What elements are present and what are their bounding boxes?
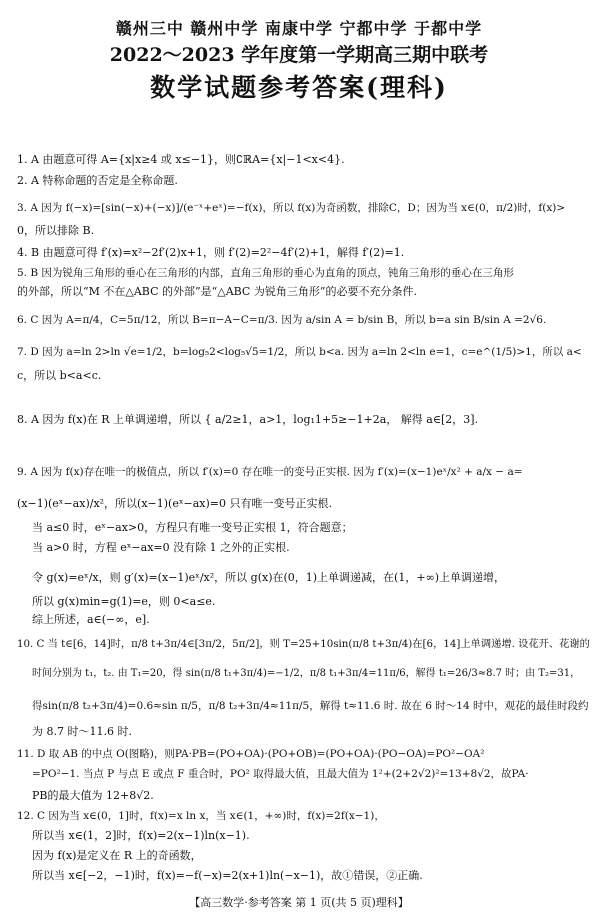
answer-line: 0，所以排除 B. (17, 224, 95, 237)
answer-line: 当 a>0 时，方程 eˣ−ax=0 没有除 1 之外的正实根. (32, 541, 290, 554)
answer-line: 因为 f(x)是定义在 R 上的奇函数， (32, 849, 202, 862)
answer-line: 5. B 因为锐角三角形的垂心在三角形的内部，直角三角形的垂心为直角的顶点，钝角三角形的垂心在三角形 (17, 267, 514, 279)
answer-line: 的外部，所以“M 不在△ABC 的外部”是“△ABC 为锐角三角形”的必要不充分条件. (17, 285, 417, 298)
answer-line: (x−1)(eˣ−ax)/x²，所以(x−1)(eˣ−ax)=0 只有唯一变号正实根. (17, 497, 332, 510)
answer-line: 2. A 特称命题的否定是全称命题. (17, 174, 178, 187)
answer-line: 11. D 取 AB 的中点 O(图略)，则PA·PB=(PO+OA)·(PO+OB)=(PO+OA)·(PO−OA)=PO²−OA² (17, 748, 485, 760)
answer-line: 7. D 因为 a=ln 2>ln √e=1/2，b=log₅2<log₅√5=1/2，所以 b<a. 因为 a=ln 2<ln e=1，c=e^(1/5)>1，所以 a< (17, 346, 582, 358)
answer-line: 当 a≤0 时，eˣ−ax>0，方程只有唯一变号正实根 1，符合题意； (32, 521, 353, 534)
answer-line: 10. C 当 t∈[6，14]时，π/8 t+3π/4∈[3π/2，5π/2]，则 T=25+10sin(π/8 t+3π/4)在[6，14]上单调递增. 设花开、花谢的 (17, 638, 590, 650)
answer-line: 综上所述，a∈(−∞，e]. (32, 613, 150, 626)
answer-line: 1. A 由题意可得 A={x|x≥4 或 x≤−1}，则∁ℝA={x|−1<x<4}. (17, 153, 345, 166)
answer-line: 9. A 因为 f(x)存在唯一的极值点，所以 f′(x)=0 存在唯一的变号正实根. 因为 f′(x)=(x−1)eˣ/x² + a/x − a= (17, 466, 523, 478)
answer-line: 时间分别为 t₁，t₂. 由 T₁=20，得 sin(π/8 t₁+3π/4)=−1/2，π/8 t₁+3π/4=11π/6，解得 t₁=26/3≈8.7 时；由 T₂=31， (32, 668, 581, 679)
page-footer: 【高三数学·参考答案 第 1 页(共 5 页)理科】 (189, 896, 409, 909)
answer-line: 6. C 因为 A=π/4，C=5π/12，所以 B=π−A−C=π/3. 因为 a/sin A = b/sin B，所以 b=a sin B/sin A =2√6. (17, 314, 547, 326)
answer-line: 8. A 因为 f(x)在 R 上单调递增，所以 { a/2≥1，a>1，log₁1+5≥−1+2a， 解得 a∈[2，3]. (17, 413, 479, 426)
answer-line: 4. B 由题意可得 f′(x)=x²−2f′(2)x+1，则 f′(2)=2²−4f′(2)+1，解得 f′(2)=1. (17, 246, 405, 259)
answer-line: PB的最大值为 12+8√2. (32, 789, 154, 802)
answer-line: 3. A 因为 f(−x)=[sin(−x)+(−x)]/(e⁻ˣ+eˣ)=−f(x)，所以 f(x)为奇函数，排除C，D；因为当 x∈(0，π/2)时，f(x)> (17, 202, 566, 214)
exam-title: 2022～2023 学年度第一学期高三期中联考 (109, 44, 489, 66)
answer-line: 12. C 因为当 x∈(0，1]时，f(x)=x ln x，当 x∈(1，+∞)时，f(x)=2f(x−1)， (17, 810, 385, 822)
answer-line: 为 8.7 时～11.6 时. (32, 725, 132, 738)
answer-line: 所以 g(x)min=g(1)=e，则 0<a≤e. (32, 595, 216, 608)
answer-line: 令 g(x)=eˣ/x，则 g′(x)=(x−1)eˣ/x²，所以 g(x)在(0，1)上单调递减，在(1，+∞)上单调递增， (32, 571, 506, 584)
answer-line: c，所以 b<a<c. (17, 369, 102, 382)
school-list: 赣州三中 赣州中学 南康中学 宁都中学 于都中学 (115, 19, 483, 38)
answer-line: =PO²−1. 当点 P 与点 E 或点 F 重合时，PO² 取得最大值，且最大值为 1²+(2+2√2)²=13+8√2，故PA· (32, 768, 529, 780)
document-title: 数学试题参考答案(理科) (150, 73, 448, 102)
answer-line: 所以当 x∈(1，2]时，f(x)=2(x−1)ln(x−1). (32, 829, 250, 842)
answer-line: 得sin(π/8 t₂+3π/4)=0.6≈sin π/5，π/8 t₂+3π/4≈11π/5，解得 t≈11.6 时. 故在 6 时～14 时中，观花的最佳时段约 (32, 700, 589, 712)
answer-line: 所以当 x∈[−2，−1)时，f(x)=−f(−x)=2(x+1)ln(−x−1)，故①错误，②正确. (32, 869, 423, 882)
